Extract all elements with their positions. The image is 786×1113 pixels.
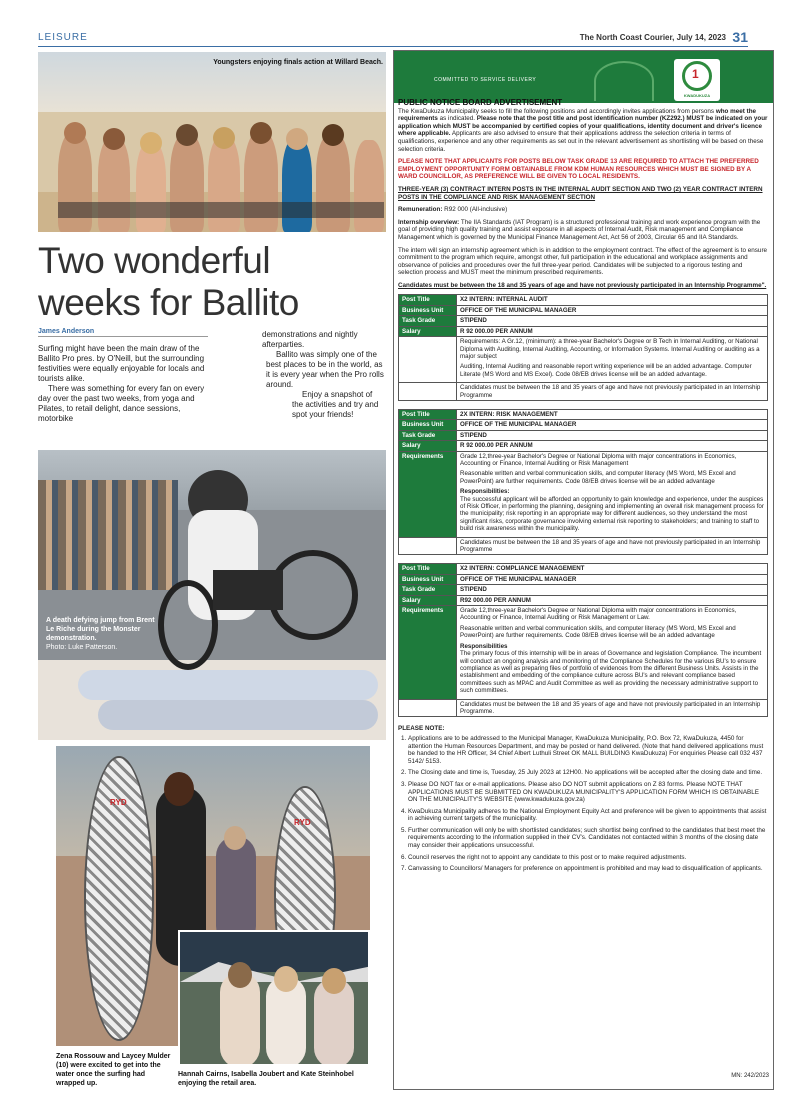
- salary: R 92 000.00 PER ANNUM: [457, 441, 768, 451]
- municipal-advert: [393, 50, 774, 1090]
- task-grade: STIPEND: [457, 585, 768, 595]
- requirement-1: Requirements: A Gr.12, (minimum): a three-year Bachelor's Degree or B Tech in Internal Auditing, or National Diploma with Auditing, Internal Auditing, Accounting, or Information Systems. Internal Auditing or auditing as a major subject: [460, 338, 760, 360]
- headline-line-2: weeks for Ballito: [38, 282, 299, 323]
- banner-ornament-icon: [594, 61, 654, 101]
- final-requirement: Candidates must be between the 18 and 35 years of age and have not previously participated in an Internship Programme.: [457, 699, 768, 717]
- section-heading: THREE-YEAR (3) CONTRACT INTERN POSTS IN THE INTERNAL AUDIT SECTION AND TWO (2) YEAR CONTRACT INTERN POSTS IN THE COMPLIANCE AND RISK MANAGEMENT SECTION: [398, 185, 763, 201]
- label-requirements: Requirements: [399, 606, 457, 699]
- publication-dateline: The North Coast Courier, July 14, 2023: [579, 33, 726, 42]
- note-item: 3. Please DO NOT fax or e-mail applications. Please also DO NOT submit applications on Z 83 forms. Please NOTE THAT APPLICATIONS MUST BE SUBMITTED ON KWADUKUZA MUNICIPALITY'S APPLICATION FORM WHICH IS OBTAINABLE ON THE MUNICIPALITY'S WEBSITE (www.kwadukuza.gov.za): [408, 781, 768, 804]
- responsibilities-text: The successful applicant will be afforded an opportunity to gain knowledge and experience, under the auspices of Risk Officer, in performing the planning, designing and implementing an overall risk management process for the municipality; risk reporting in an appropriate way for different audiences, so they understand the most significant risks, corporate governance involving external risk reporting to stakeholders; and training to staff to build risk awareness within the municipality.: [460, 495, 764, 533]
- label-task-grade: Task Grade: [399, 430, 457, 440]
- label-empty: [399, 699, 457, 717]
- requirements: [457, 337, 768, 383]
- advert-title: PUBLIC NOTICE BOARD ADVERTISEMENT: [398, 98, 563, 107]
- surfboard-left-brand: RYD: [110, 798, 127, 807]
- surfboard-right-brand: RYD: [294, 818, 311, 827]
- post-table-risk-management: [398, 409, 768, 556]
- advert-intro: [398, 108, 768, 154]
- label-business-unit: Business Unit: [399, 420, 457, 430]
- page-header: [38, 29, 748, 46]
- remuneration-value: R92 000 (All-inclusive): [442, 206, 508, 214]
- post-title: X2 INTERN: INTERNAL AUDIT: [457, 295, 768, 305]
- post-title: X2 INTERN: COMPLIANCE MANAGEMENT: [457, 564, 768, 574]
- article-headline: [38, 240, 388, 324]
- intro-text-b: who meet the requirements: [398, 107, 757, 123]
- business-unit: OFFICE OF THE MUNICIPAL MANAGER: [457, 574, 768, 584]
- note-item: 5. Further communication will only be with shortlisted candidates; such shortlist being confined to the candidates that best meet the requirements according to the information supplied in their CV's. Candidates not contacted within 3 months of the closing date may consider their applications unsuccessful.: [408, 827, 768, 850]
- col1-paragraph-2: There was something for every fan on every day over the past two weeks, from yoga and Pilates, to retail delight, dance sessions, motorbike: [38, 384, 205, 423]
- notes-list: [398, 735, 768, 873]
- remuneration: [398, 206, 768, 214]
- logo-name: KWADUKUZA: [683, 93, 711, 98]
- label-business-unit: Business Unit: [399, 574, 457, 584]
- headline-line-1: Two wonderful: [38, 240, 271, 281]
- post-table-compliance-management: [398, 563, 768, 717]
- overview-label: Internship overview:: [398, 218, 460, 226]
- red-notice: PLEASE NOTE THAT APPLICANTS FOR POSTS BELOW TASK GRADE 13 ARE REQUIRED TO ATTACH THE PREFERRED EMPLOYMENT OPPORTUNITY FORM OBTAINABLE FROM KDM HUMAN RESOURCES WHICH MUST BE SIGNED BY A WARD COUNCILLOR, AS PREFERENCE WILL BE GIVEN TO LOCAL RESIDENTS.: [398, 158, 759, 181]
- label-salary: Salary: [399, 326, 457, 336]
- responsibilities-heading: Responsibilities: [460, 642, 508, 650]
- task-grade: STIPEND: [457, 430, 768, 440]
- note-item: 1. Applications are to be addressed to the Municipal Manager, KwaDukuza Municipality, P.O. Box 72, KwaDukuza, 4450 for attention the Human Resources Department, and may be posted or hand delivered. (Note that hand delivered applications must be handed to the HR Officer, 34 Chief Albert Luthuli Street OK MALL BUILDING KwaDukuza) For enquiries Please call 032 437 5142/ 5153.: [408, 735, 768, 765]
- note-item: 6. Council reserves the right not to appoint any candidate to this post or to make required adjustments.: [408, 854, 768, 862]
- surfboard-left: [84, 756, 154, 1041]
- page-number: 31: [732, 29, 748, 45]
- intro-text-a: The KwaDukuza Municipality seeks to fill the following positions and accordingly invites applications from persons: [398, 107, 716, 115]
- label-empty: [399, 337, 457, 383]
- internship-overview: [398, 219, 768, 242]
- article-column-2: [262, 330, 384, 420]
- col2-paragraph-3: Enjoy a snapshot of the activities and try and spot your friends!: [292, 390, 379, 419]
- label-salary: Salary: [399, 595, 457, 605]
- salary: R92 000.00 PER ANNUM: [457, 595, 768, 605]
- label-empty: [399, 383, 457, 401]
- requirement-2: Reasonable written and verbal communication skills, and computer literacy (MS Word, MS Excel and PowerPoint) are further requirements. Code 08/EB drives license will be an added advantage: [460, 470, 736, 485]
- requirement-2: Auditing, Internal Auditing and reasonable report writing experience will be an added advantage. Computer Literate (MS Word and MS Excel). Code 08/EB drives license will be an added advantage.: [460, 363, 752, 378]
- post-title: 2X INTERN: RISK MANAGEMENT: [457, 409, 768, 419]
- top-photo-caption: Youngsters enjoying finals action at Willard Beach.: [213, 59, 383, 66]
- retail-caption: Hannah Cairns, Isabella Joubert and Kate Steinhobel enjoying the retail area.: [178, 1071, 354, 1087]
- requirement-2: Reasonable written and verbal communication skills, and computer literacy (MS Word, MS Excel and PowerPoint) are further requirements. Code 08/EB drives license will be an added advantage: [460, 624, 736, 640]
- advert-slogan: COMMITTED TO SERVICE DELIVERY: [434, 77, 537, 83]
- requirement-1: Grade 12,three-year Bachelor's Degree or National Diploma with major concentrations in Economics, Accounting or Finance, Internal Auditing or Risk Management: [460, 452, 737, 467]
- motorbike-photo-credit: Photo: Luke Patterson.: [46, 644, 118, 651]
- intro-text-c: as indicated.: [437, 115, 477, 123]
- advert-reference: MN: 242/2023: [731, 1073, 769, 1079]
- note-item: 7. Canvassing to Councillors/ Managers for preference on appointment is prohibited and may lead to disqualification of applicants.: [408, 865, 768, 873]
- contract-text: The intern will sign an internship agreement which is in addition to the employment contract. The effect of the agreement is to ensure commitment to the program which require, amongst other, full participation in the educational and workplace assignments and observance of policies and procedures over the full three-year period. Candidates will be subjected to a rigorous testing and selection process and MUST meet the minimum prescribed requirements.: [398, 246, 768, 277]
- notes-heading: PLEASE NOTE:: [398, 725, 445, 733]
- remuneration-label: Remuneration:: [398, 206, 443, 214]
- label-empty: [399, 537, 457, 555]
- label-task-grade: Task Grade: [399, 585, 457, 595]
- requirement-1: Grade 12,three-year Bachelor's Degree or National Diploma with major concentrations in Economics, Accounting or Finance, Internal Auditing or Risk Management or Law.: [460, 607, 737, 622]
- business-unit: OFFICE OF THE MUNICIPAL MANAGER: [457, 420, 768, 430]
- retail-area-photo: [178, 930, 370, 1066]
- intro-text-d: Please note that the post title and post identification number (KZ292.) MUST be indicated on your application which MUST be accompanied by certified copies of your qualifications, identity document and driver's licence where applicable.: [398, 115, 768, 138]
- label-post-title: Post Title: [399, 295, 457, 305]
- col1-paragraph-1: Surfing might have been the main draw of the Ballito Pro pres. by O'Neill, but the surrounding festivities were equally enjoyable for locals and tourists alike.: [38, 344, 205, 383]
- note-item: 4. KwaDukuza Municipality adheres to the National Employment Equity Act and preference will be given to appointments that assist in achieving current targets of the municipality.: [408, 808, 768, 823]
- final-requirement: Candidates must be between the 18 and 35 years of age and have not previously participated in an Internship Programme: [457, 537, 768, 555]
- byline: James Anderson: [38, 328, 208, 337]
- motorbike-caption: [46, 616, 156, 652]
- label-task-grade: Task Grade: [399, 316, 457, 326]
- label-requirements: Requirements: [399, 451, 457, 537]
- label-salary: Salary: [399, 441, 457, 451]
- label-post-title: Post Title: [399, 409, 457, 419]
- motorbike-caption-text: A death defying jump from Brent Le Riche during the Monster demonstration.: [46, 617, 155, 642]
- motorbike-photo: [38, 450, 386, 740]
- overview-text: The IIA Standards (IAT Program) is a structured professional training and work experience program with the goal of providing high quality training and assist exposure in all aspects of Internal Audit, Risk management and Compliance Management which is governed by the Municipal Finance Management Act, Act 56 of 2003, Circular 65 and IIA Standards.: [398, 218, 761, 241]
- col2-paragraph-1: demonstrations and nightly afterparties.: [262, 330, 358, 349]
- kwadukuza-logo-icon: 1 KWADUKUZA: [674, 59, 720, 101]
- label-post-title: Post Title: [399, 564, 457, 574]
- post-table-internal-audit: [398, 294, 768, 400]
- salary: R 92 000.00 PER ANNUM: [457, 326, 768, 336]
- section-label: LEISURE: [38, 32, 88, 43]
- advert-body: [398, 99, 768, 877]
- beach-group-photo: [38, 52, 386, 232]
- age-requirement: Candidates must be between the 18 and 35 years of age and have not previously participated in an Internship Programme".: [398, 281, 767, 289]
- surf-caption: Zena Rossouw and Laycey Mulder (10) were excited to get into the water once the surfing had wrapped up.: [56, 1053, 171, 1087]
- header-rule: [38, 46, 748, 47]
- final-requirement: Candidates must be between the 18 and 35 years of age and have not previously participated in an Internship Programme: [457, 383, 768, 401]
- business-unit: OFFICE OF THE MUNICIPAL MANAGER: [457, 305, 768, 315]
- article-column-1: [38, 344, 210, 424]
- note-item: 2. The Closing date and time is, Tuesday, 25 July 2023 at 12H00. No applications will be accepted after the closing date and time.: [408, 769, 768, 777]
- task-grade: STIPEND: [457, 316, 768, 326]
- responsibilities-text: The primary focus of this internship will be in areas of Governance and legislation Compliance. The incumbent will conduct an ongoing analysis and monitoring of the Compliance Schedules for the various BU's to ensure compliance as well as preparing files of portfolio of evidences from the different Business Units. Assists in the establishment and embedding of the compliance culture across BU's and relevant compliance based committees such as MPAC and Audit Committee as well as providing the necessary administrative support to such committees.: [460, 650, 762, 695]
- please-note-section: [398, 725, 768, 873]
- responsibilities-heading: Responsibilities:: [460, 488, 510, 496]
- label-business-unit: Business Unit: [399, 305, 457, 315]
- requirements: [457, 451, 768, 537]
- intro-text-e: Applicants are also advised to ensure that their applications address the selection criteria in terms of qualifications, experience and any other requirements as set out in the relevant advertisement as shortlisting will be based on these selection criteria.: [398, 130, 764, 153]
- col2-paragraph-2: Ballito was simply one of the best places to be in the world, as it is every year when the Pro rolls around.: [266, 350, 384, 389]
- requirements: [457, 606, 768, 699]
